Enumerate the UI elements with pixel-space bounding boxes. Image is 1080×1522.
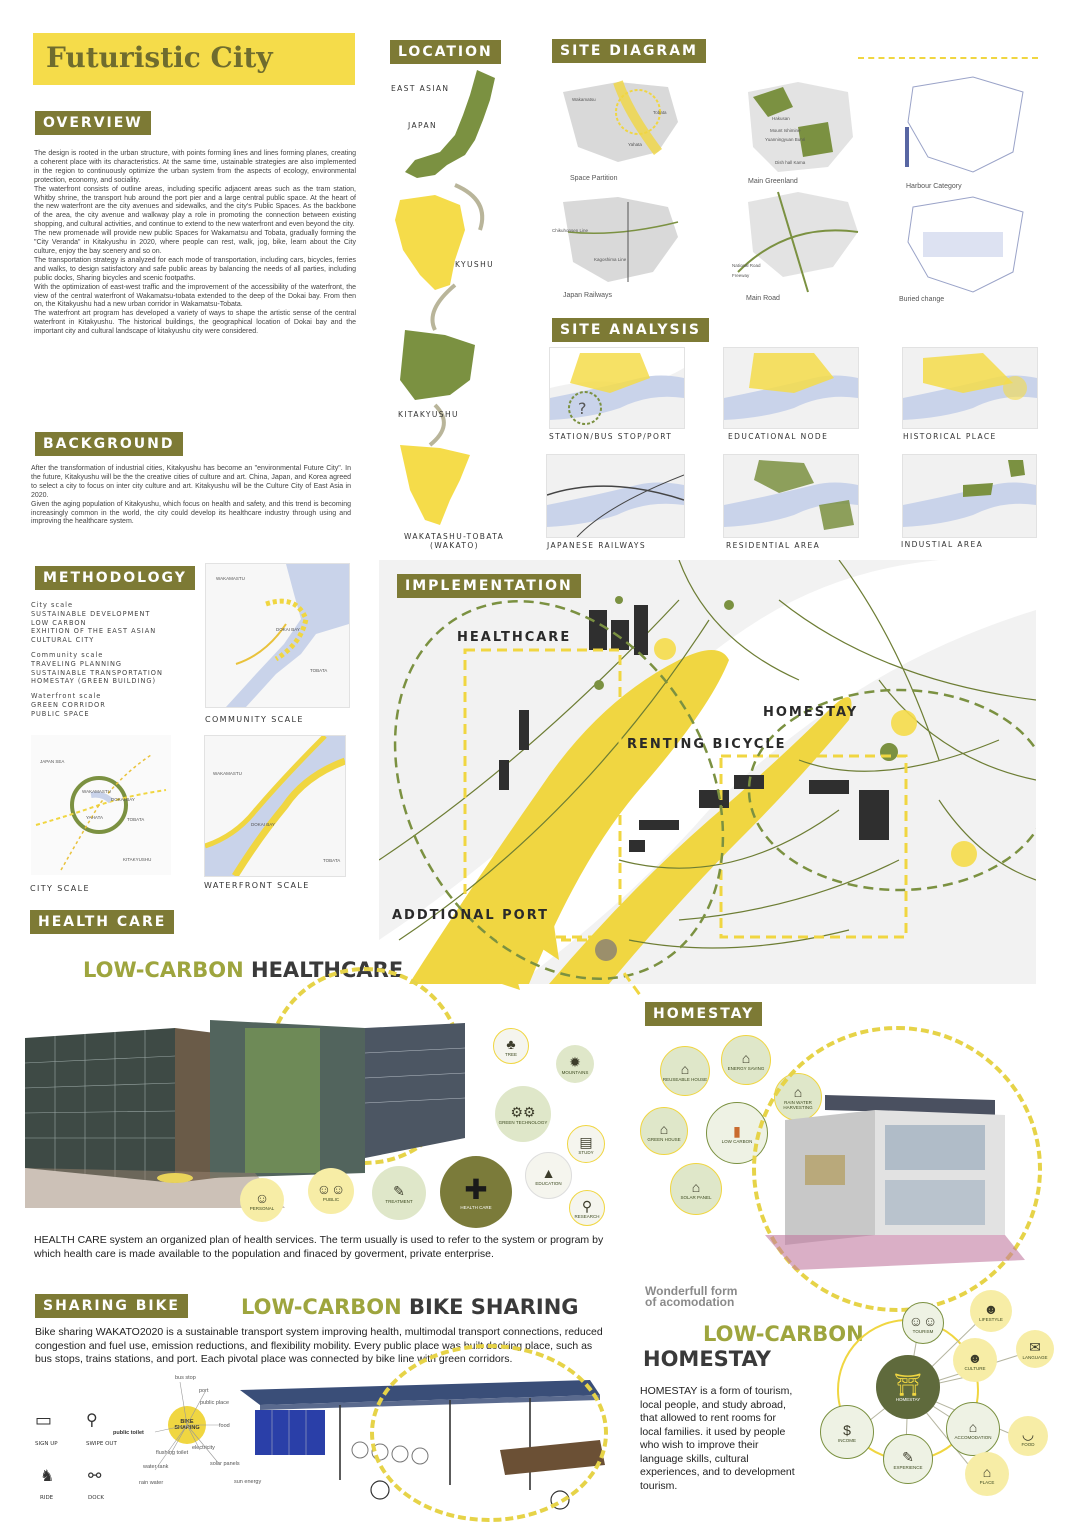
list-item: EXHITION OF THE EAST ASIAN CULTURAL CITY [31, 627, 157, 645]
map-label: TOBATA [310, 668, 328, 673]
homestay-paragraph: HOMESTAY is a form of tourism, local people, and study abroad, that allowed to rent rooms for local families. it used by people who wish to improve their language skills, cultural experiences, and to development tourism. [640, 1385, 795, 1492]
icon-label: FOOD [1021, 1441, 1035, 1447]
headline-main: HOMESTAY [643, 1347, 771, 1371]
icon-label: INCOME [838, 1437, 856, 1443]
magnifier-glyph: ⚲ [581, 1197, 593, 1214]
diagram-label: public toilet [113, 1430, 144, 1436]
implementation-label-healthcare: HEALTHCARE [457, 630, 572, 645]
battery-glyph: ▮ [733, 1122, 741, 1139]
money-bag-glyph: $ [843, 1421, 851, 1438]
diagram-label: flushing toilet [156, 1450, 189, 1456]
list-item: City scale [31, 601, 74, 609]
bike-headline [241, 1295, 579, 1319]
map-label: Yuanningyuan Bunri [765, 137, 806, 142]
step-label: SWIPE OUT [86, 1441, 117, 1447]
homestay-house-illustration [765, 1085, 1025, 1270]
icon-label: HEALTH CARE [460, 1204, 492, 1210]
headline-main: HEALTHCARE [251, 958, 404, 982]
location-label-east-asian: EAST ASIAN [391, 84, 450, 93]
icon-label: ENERGY SAVING [727, 1065, 765, 1071]
map-label: WAKAMASTU [82, 789, 111, 794]
headline-accent: LOW-CARBON [703, 1322, 864, 1346]
community-scale-caption: COMMUNITY SCALE [205, 715, 304, 724]
site-analysis-map [902, 454, 1037, 538]
list-item: SUSTAINABLE TRANSPORTATION [31, 668, 163, 677]
book-glyph: ▤ [579, 1133, 593, 1150]
location-label-wakato: (WAKATO) [430, 541, 480, 550]
education-icon [525, 1152, 572, 1199]
sharing-bike-heading: SHARING BIKE [35, 1294, 188, 1318]
step-ride [40, 1466, 80, 1501]
step-dock [88, 1466, 128, 1501]
site-analysis-caption: EDUCATIONAL NODE [728, 432, 829, 441]
community-scale-group [31, 651, 181, 686]
site-analysis-map [723, 454, 859, 538]
bike-diagram-lines [110, 1370, 250, 1500]
overview-paragraph: With the optimization of east-west traffic and the improvement of the accessibility of the waterfront, the view of the central waterfront of Wakamatsu-tobata extended to the deep of the Dokai bay. From then on, the Kitakyushu had a new urban corridor in Wakamatsu-Tobata. [34, 283, 356, 309]
gear-glyph: ⚙⚙ [510, 1103, 536, 1120]
site-diagram-heading: SITE DIAGRAM [552, 39, 706, 63]
icon-label: ACCOMODATION [954, 1434, 992, 1440]
medical-kit-glyph: ✚ [464, 1173, 488, 1205]
homestay-heading: HOMESTAY [645, 1002, 762, 1026]
shop-glyph: ⌂ [982, 1463, 992, 1480]
mountains-icon [556, 1045, 594, 1083]
culture-icon [953, 1338, 997, 1382]
list-item: SUSTAINABLE DEVELOPMENT [31, 609, 151, 618]
icon-label: TREE [504, 1051, 517, 1057]
location-label-japan: JAPAN [408, 121, 437, 130]
city-scale-group [31, 601, 181, 645]
step-sign-up [35, 1410, 75, 1447]
headline-main: BIKE SHARING [409, 1295, 579, 1319]
headline-accent: LOW-CARBON [83, 958, 244, 982]
map-label: Chikuhonsen Line [552, 228, 589, 233]
icon-label: TREATMENT [385, 1198, 413, 1204]
map-label: WAKAMASTU [216, 576, 245, 581]
people-glyph: ☺☺ [908, 1312, 938, 1329]
chat-bubble-glyph: ✎ [902, 1448, 914, 1465]
accomodation-icon [946, 1402, 1000, 1456]
site-analysis-map [902, 347, 1038, 429]
background-paragraph: After the transformation of industrial cities, Kitakyushu has become an "environmental Future City". In the future, Kitakyushu will be the the creative cities of culture and art. China, Japan, and Korea agreed to select a city to focus on inter city culture and art. Kitakyushu will be the Culture City of East Asia in 2020. [31, 465, 351, 499]
diagram-label: electricity [192, 1445, 215, 1451]
map-label: WAKAMASTU [213, 771, 242, 776]
language-icon [1016, 1330, 1054, 1368]
site-analysis-heading: SITE ANALYSIS [552, 318, 709, 342]
site-analysis-map [549, 347, 685, 429]
overview-paragraph: The design is rooted in the urban structure, with points forming lines and lines forming planes, creating a coherent place with its characteristics. At the same time, ustainable strategies are also implemented in the region to continuously optimize the urban system from the aspects of ecology, environmental protection, economy, and sociality. [34, 150, 356, 184]
map-label: Tobata [653, 110, 667, 115]
bike-icon: ⚲ [86, 1410, 98, 1429]
map-label: DOKAI BAY [276, 627, 300, 632]
site-analysis-caption: INDUSTIAL AREA [901, 540, 984, 549]
list-item: LOW CARBON [31, 618, 87, 627]
tourism-icon [902, 1302, 944, 1344]
icon-label: MOUNTAINS [561, 1069, 589, 1075]
temple-glyph: ⛩ [894, 1371, 922, 1397]
icon-label: GREEN HOUSE [647, 1136, 681, 1142]
icon-label: HOMESTAY [895, 1396, 921, 1402]
site-diagram-caption: Buried change [899, 296, 945, 303]
group-glyph: ☺☺ [316, 1180, 346, 1197]
subtitle-line: of acomodation [645, 1295, 735, 1309]
house-glyph: ⌂ [691, 1178, 701, 1195]
graduation-glyph: ▲ [541, 1165, 556, 1181]
list-item: Waterfront scale [31, 692, 102, 701]
site-diagram-caption: Japan Railways [563, 292, 613, 299]
overview-paragraph: The waterfront art program has developed a variety of ways to shape the artistic sense of the central waterfront in Kitakyushu. The historical buildings, the geographical location of Dokai bay and the important city and cultural landscape of kitakyushu city were considered. [34, 310, 356, 336]
map-label: National Road [732, 263, 761, 268]
chat-glyph: ✉ [1029, 1338, 1041, 1355]
card-icon: ▭ [35, 1410, 53, 1431]
house-glyph: ⌂ [659, 1120, 669, 1137]
diagram-label: sun energy [234, 1479, 262, 1485]
icon-label: SOLAR PANEL [680, 1194, 712, 1200]
map-label: Hakusan [772, 116, 790, 121]
location-label-kitakyushu: KITAKYUSHU [398, 410, 459, 419]
map-label: Freeway [732, 273, 750, 278]
income-icon [820, 1405, 874, 1459]
bowl-glyph: ◡ [1021, 1425, 1035, 1442]
homestay-headline-main [643, 1347, 771, 1371]
energy-saving-icon [721, 1035, 771, 1085]
icon-label: GREEN TECHNOLOGY [498, 1119, 548, 1125]
location-heading: LOCATION [390, 40, 501, 64]
icon-label: PERSONAL [249, 1205, 275, 1211]
tree-icon [493, 1028, 529, 1064]
map-label: Yahata [628, 142, 642, 147]
icon-label: REUSEABLE HOUSE [662, 1076, 708, 1082]
step-label: SIGN UP [35, 1441, 58, 1447]
map-label: YAHATA [86, 815, 104, 820]
map-label: DOKAI BAY [111, 797, 135, 802]
house-glyph: ⌂ [680, 1060, 690, 1077]
implementation-label-additional-port: ADDTIONAL PORT [392, 908, 550, 923]
step-swipe-out [86, 1410, 126, 1447]
geisha-glyph: ☻ [967, 1349, 983, 1366]
personal-icon [240, 1178, 284, 1222]
implementation-label-homestay: HOMESTAY [763, 705, 859, 720]
experience-icon [883, 1434, 933, 1484]
list-item: HOMESTAY (GREEN BUILDING) [31, 677, 157, 686]
list-item: TRAVELING PLANNING [31, 659, 123, 668]
health-care-icon [440, 1156, 512, 1228]
diagram-label: public place [200, 1400, 230, 1406]
homestay-subtitle [645, 1286, 737, 1308]
map-label: KITAKYUSHU [123, 857, 152, 862]
diagram-label: port [199, 1388, 209, 1394]
svg-text:?: ? [578, 399, 587, 418]
green-house-icon [640, 1107, 688, 1155]
icon-label: PUBLIC [322, 1196, 340, 1202]
research-icon [569, 1190, 605, 1226]
map-label: DOKAI BAY [251, 822, 275, 827]
site-analysis-caption: RESIDENTIAL AREA [726, 541, 821, 550]
icon-label: LIFESTYLE [979, 1316, 1003, 1322]
bike-sharing-label: BIKE SHARING [174, 1419, 200, 1431]
overview-text [34, 150, 356, 337]
city-scale-map [31, 735, 171, 875]
healthcare-paragraph: HEALTH CARE system an organized plan of health services. The term usually is used to refer to the system or program by which health care is made available to the population and finaced by goverment, private enterprise. [34, 1234, 604, 1260]
site-diagram-caption: Main Road [746, 295, 780, 302]
location-label-wakatashu: WAKATASHU-TOBATA [404, 532, 505, 541]
lifestyle-icon [970, 1290, 1012, 1332]
community-scale-map [205, 563, 350, 708]
diagram-label: water tank [143, 1464, 169, 1470]
overview-heading: OVERVIEW [35, 111, 151, 135]
overview-paragraph: The transportation strategy is analyzed for each mode of transportation, including cars, bicycles, ferries and walks, to design satisfactory and safe public areas by balancing the needs of all parties, including public docks, Sharing bicycles and scenic footpaths. [34, 256, 356, 282]
overview-paragraph: The waterfront consists of outline areas, including specific adjacent areas such as the tram station, Whitby shrine, the transport hub around the port pier and a large central public space. At the heart of the new waterfront are the city avenues and sidewalks, and the city's Public Spaces. As the backbone of the area, the city avenue and walkway play a role in promoting the connection between existing shopping, and cultural activities, and continue to extend to the new waterfront and even beyond the city. [34, 185, 356, 229]
sun-glyph: ✹ [569, 1053, 581, 1070]
site-diagram-grid [548, 72, 1038, 312]
bed-glyph: ⌂ [968, 1418, 978, 1435]
site-analysis-caption: JAPANESE RAILWAYS [547, 541, 647, 550]
place-icon [965, 1452, 1009, 1496]
bike-circle [370, 1344, 608, 1522]
list-item: Community scale [31, 650, 104, 659]
map-label: Dish hall Kama [775, 160, 806, 165]
location-maps [395, 60, 525, 560]
map-label: Kagoshima Line [594, 257, 627, 262]
map-label: TOBATA [127, 817, 145, 822]
site-diagram-caption: Main Greenland [748, 178, 798, 185]
subtitle-line: Wonderfull form [645, 1284, 738, 1298]
site-analysis-map [723, 347, 859, 429]
icon-label: LOW CARBON [721, 1138, 753, 1144]
person-glyph: ☺ [254, 1189, 270, 1206]
icon-label: LANGUAGE [1022, 1354, 1048, 1360]
methodology-heading: METHODOLOGY [35, 566, 195, 590]
map-label: Wakamatsu [572, 97, 596, 102]
overview-paragraph: The new promenade will provide new public Spaces for Wakamatsu and Tobata, gradually forming the "City Veranda" in Kitakyushu in 2020, where people can rest, walk, jog, bike, learn about the City culture, enjoy the bay scenery and so on. [34, 230, 356, 255]
city-scale-caption: CITY SCALE [30, 884, 90, 893]
syringe-glyph: ✎ [393, 1182, 405, 1199]
map-label: TOBATA [323, 858, 341, 863]
page-title: Futuristic City [46, 41, 273, 74]
health-care-heading: HEALTH CARE [30, 910, 174, 934]
diagram-label: solar panels [210, 1461, 240, 1467]
map-label: JAPAN SEA [40, 759, 65, 764]
treatment-icon [372, 1166, 426, 1220]
waterfront-scale-map [204, 735, 346, 877]
icon-label: RESEARCH [574, 1213, 600, 1219]
house-glyph: ⌂ [741, 1049, 751, 1066]
icon-label: CULTURE [964, 1365, 986, 1371]
step-label: DOCK [88, 1495, 105, 1501]
icon-label: PLACE [979, 1479, 995, 1485]
list-item: GREEN CORRIDOR [31, 700, 106, 709]
icon-label: TOURISM [912, 1328, 934, 1334]
site-analysis-caption: HISTORICAL PLACE [903, 432, 997, 441]
location-label-kyushu: KYUSHU [455, 260, 495, 269]
diagram-label: bus stop [175, 1375, 196, 1381]
implementation-label-renting-bicycle: RENTING BICYCLE [627, 737, 787, 752]
map-label: Mount Ishimine [770, 128, 801, 133]
list-item: PUBLIC SPACE [31, 709, 90, 718]
icon-label: EXPERIENCE [893, 1464, 923, 1470]
background-paragraph: Given the aging population of Kitakyushu, which focus on health and safety, and this trend is becoming increasingly common in the world, the city could develop its healthcare industry through using and improving the healthcare system. [31, 500, 351, 526]
waterfront-scale-caption: WATERFRONT SCALE [204, 881, 310, 890]
public-icon [308, 1168, 354, 1214]
bike-paragraph: Bike sharing WAKATO2020 is a sustainable transport system improving health, multimodal transport connections, reduced congestion and fuel use, emission reductions, and flexibility mobility. Every public place was built docking place, such as bus stops, trains stations, and port. Each pivotal place was connected by bike line with green corridors. [35, 1326, 603, 1365]
implementation-heading: IMPLEMENTATION [397, 574, 581, 598]
green-technology-icon [495, 1086, 551, 1142]
diagram-label: food [219, 1423, 230, 1429]
step-label: RIDE [40, 1495, 54, 1501]
reuseable-house-icon [660, 1046, 710, 1096]
icon-label: STUDY [578, 1149, 594, 1155]
food-icon [1008, 1416, 1048, 1456]
headline-accent: LOW-CARBON [241, 1295, 402, 1319]
homestay-icon [876, 1355, 940, 1419]
diagram-label: rain water [139, 1480, 164, 1486]
title-banner [33, 33, 355, 85]
methodology-list [31, 601, 181, 719]
icon-label: RAIN WATER HARVESTING [783, 1100, 813, 1110]
site-diagram-dash [858, 57, 1038, 59]
tree-glyph: ♣ [506, 1035, 516, 1052]
house-glyph: ⌂ [793, 1084, 803, 1100]
site-analysis-caption: STATION/BUS STOP/PORT [549, 432, 673, 441]
background-text [31, 465, 351, 527]
background-heading: BACKGROUND [35, 432, 183, 456]
rider-icon: ♞ [40, 1466, 55, 1485]
bicycle-icon: ⚯ [88, 1466, 102, 1485]
icon-label: EDUCATION [535, 1181, 562, 1186]
site-diagram-caption: Harbour Category [906, 183, 962, 190]
site-analysis-map [546, 454, 685, 538]
site-diagram-caption: Space Partition [570, 175, 618, 182]
waterfront-scale-group [31, 692, 181, 718]
face-glyph: ☻ [983, 1300, 999, 1317]
solar-panel-icon [670, 1163, 722, 1215]
study-icon [567, 1125, 605, 1163]
